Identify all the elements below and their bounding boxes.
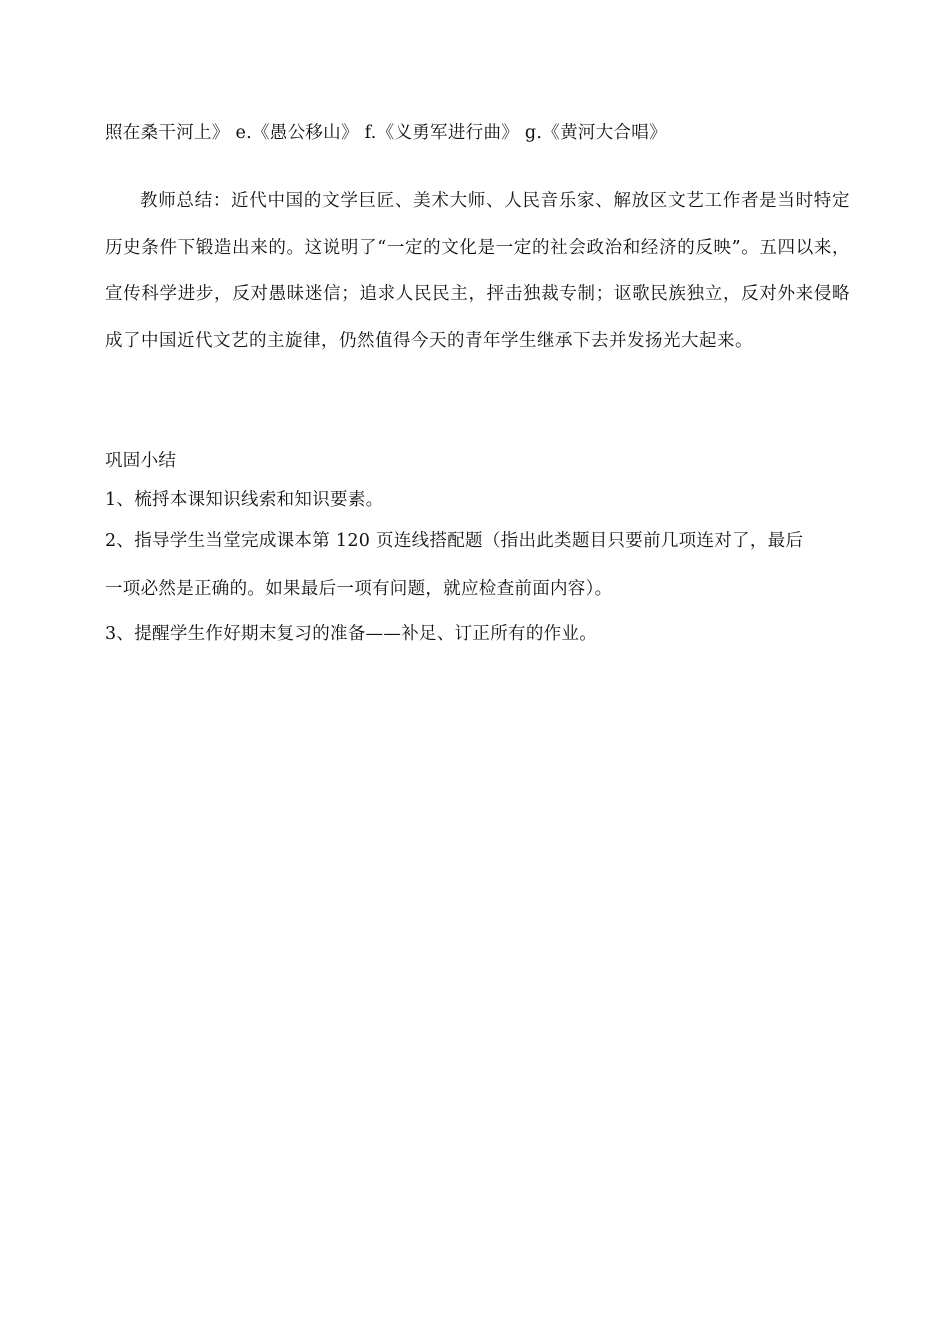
list-item: 2、指导学生当堂完成课本第 120 页连线搭配题（指出此类题目只要前几项连对了，最后 bbox=[105, 531, 804, 551]
list-item: 1、梳捋本课知识线索和知识要素。 bbox=[105, 490, 384, 510]
summary-paragraph: 教师总结：近代中国的文学巨匠、美术大师、人民音乐家、解放区文艺工作者是当时特定历史条件下锻造出来的。这说明了“一定的文化是一定的社会政治和经济的反映”。五四以来，宣传科学进步，反对愚昧迷信；追求人民民主，抨击独裁专制；讴歌民族独立，反对外来侵略成了中国近代文艺的主旋律，仍然值得今天的青年学生继承下去并发扬光大起来。 bbox=[105, 191, 850, 351]
list-item: 一项必然是正确的。如果最后一项有问题，就应检查前面内容）。 bbox=[105, 579, 613, 599]
section-heading: 巩固小结 bbox=[105, 451, 177, 471]
list-item: 3、提醒学生作好期末复习的准备——补足、订正所有的作业。 bbox=[105, 624, 598, 644]
top-line: 照在桑干河上》 e.《愚公移山》 f.《义勇军进行曲》 g.《黄河大合唱》 bbox=[105, 123, 667, 143]
